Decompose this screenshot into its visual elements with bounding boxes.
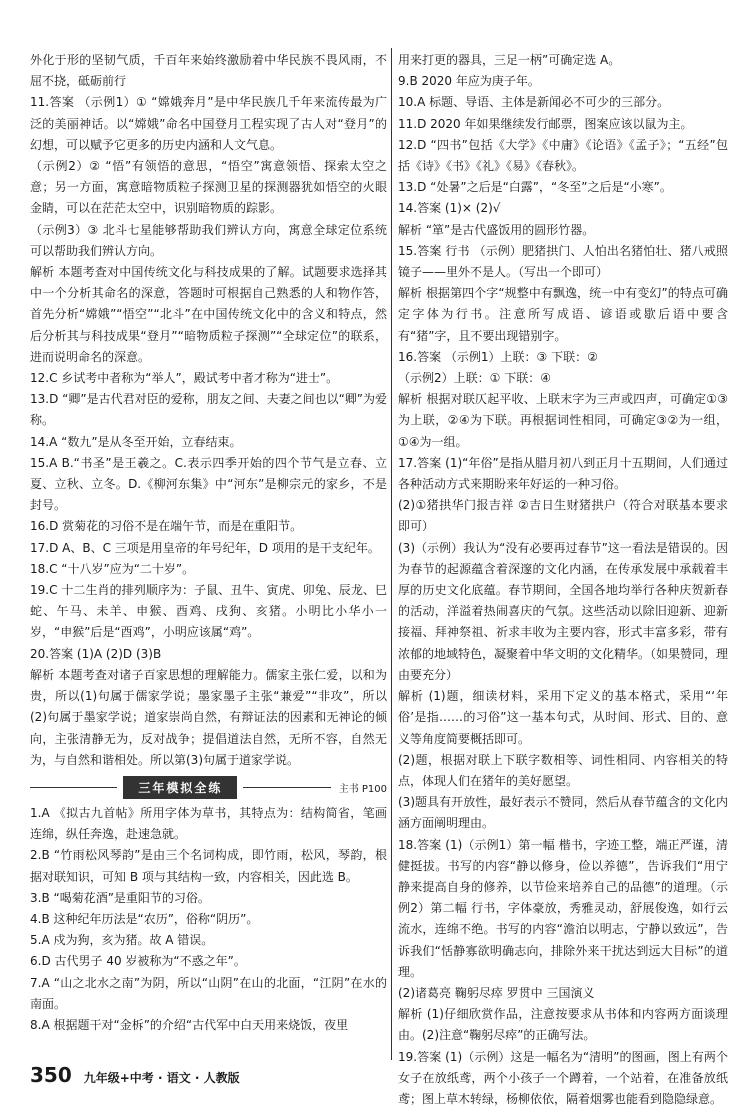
answer-paragraph: (2)诸葛亮 鞠躬尽瘁 罗贯中 三国演义 xyxy=(398,985,595,1000)
answer-paragraph: 14.A “数九”是从冬至开始，立春结束。 xyxy=(30,434,242,449)
answer-paragraph: 9.B 2020 年应为庚子年。 xyxy=(398,74,540,89)
answer-paragraph: 13.D “处暑”之后是“白露”，“冬至”之后是“小寒”。 xyxy=(398,180,672,195)
analysis-paragraph: 解析 根据对联仄起平收、上联末字为三声或四声，可确定①③为上联，②④为下联。再根据词性相同，可确定③②为一组，①④为一组。 xyxy=(398,392,728,449)
analysis-paragraph: 解析 (1)仔细欣赏作品，注意按要求从书体和内容两方面谈理由。(2)注意“鞠躬尽瘁”的正确写法。 xyxy=(398,1007,728,1043)
answer-paragraph: 外化于形的坚韧气质，千百年来始终激励着中华民族不畏风雨，不屈不挠，砥砺前行 xyxy=(30,53,387,89)
answer-paragraph: 用来打更的器具，三足一柄”可确定选 A。 xyxy=(398,53,621,67)
section-title: 三年模拟全练 xyxy=(123,776,237,799)
analysis-paragraph: 解析 本题考查对诸子百家思想的理解能力。儒家主张仁爱，以和为贵，所以(1)句属于儒家学说；墨家墨子主张“兼爱”“非攻”，所以(2)句属于墨家学说；道家崇尚自然，有辩证法的因素和无神论的倾向，主张清静无为，反对战争；提倡道法自然，无所不容，自然无为，与自然和谐相处。所以第(3)句属于道家学说。 xyxy=(30,667,387,767)
answer-paragraph: 6.D 古代男子 40 岁被称为“不惑之年”。 xyxy=(30,954,246,969)
answer-paragraph: 11.答案 （示例1）① “嫦娥奔月”是中华民族几千年来流传最为广泛的美丽神话。以“嫦娥”命名中国登月工程实现了古人对“登月”的幻想，可以赋予它更多的历史内涵和人文气息。 xyxy=(30,95,387,152)
analysis-paragraph: (3)题具有开放性，最好表示不赞同，然后从春节蕴含的文化内涵方面阐明理由。 xyxy=(398,795,728,831)
answer-paragraph: 5.A 戍为狗，亥为猪。故 A 错误。 xyxy=(30,933,214,948)
answer-paragraph: 19.答案 (1)（示例）这是一幅名为“清明”的图画，图上有两个女子在放纸鸢，两个小孩子一个蹲着，一个站着，在准备放纸鸢；图上草木转绿，杨柳依依，隔着烟雾也能看到隐隐绿意。 xyxy=(398,1049,728,1106)
answer-paragraph: （示例2）上联：① 下联：④ xyxy=(398,371,551,386)
answer-paragraph: 8.A 根据题干对“金柝”的介绍“古代军中白天用来烧饭，夜里 xyxy=(30,1017,349,1032)
answer-paragraph: 12.D “四书”包括《大学》《中庸》《论语》《孟子》；“五经”包括《诗》《书》《礼》《易》《春秋》。 xyxy=(398,137,728,174)
section-banner xyxy=(30,777,387,799)
answer-paragraph: 1.A 《拟古九首帖》所用字体为草书，其特点为：结构简省，笔画连绵，纵任奔逸，赴速急就。 xyxy=(30,805,387,842)
answer-paragraph: （示例3）③ 北斗七星能够帮助我们辨认方向，寓意全球定位系统可以帮助我们辨认方向。 xyxy=(30,222,387,258)
answer-paragraph: 10.A 标题、导语、主体是新闻必不可少的三部分。 xyxy=(398,95,670,110)
answer-paragraph: （示例2）② “悟”有领悟的意思，“悟空”寓意领悟、探索太空之意；另一方面，寓意暗物质粒子探测卫星的探测器犹如悟空的火眼金睛，可以在茫茫太空中，识别暗物质的踪影。 xyxy=(30,159,387,216)
answer-paragraph: 3.B “喝菊花酒”是重阳节的习俗。 xyxy=(30,890,210,905)
answer-paragraph: 16.D 赏菊花的习俗不是在端午节，而是在重阳节。 xyxy=(30,519,303,534)
banner-rule xyxy=(243,787,330,788)
answer-paragraph: 11.D 2020 年如果继续发行邮票，图案应该以鼠为主。 xyxy=(398,116,693,131)
answer-paragraph: (2)①猪拱华门报吉祥 ②吉日生财猪拱户（符合对联基本要求即可） xyxy=(398,498,728,534)
answer-paragraph: 17.答案 (1)“年俗”是指从腊月初八到正月十五期间，人们通过各种活动方式来期盼来年好运的一种习俗。 xyxy=(398,455,728,492)
answer-paragraph: 14.答案 (1)× (2)√ xyxy=(398,201,501,216)
page-number: 350 xyxy=(30,1063,72,1087)
answer-paragraph: 13.D “卿”是古代君对臣的爱称，朋友之间、夫妻之间也以“卿”为爱称。 xyxy=(30,392,388,428)
column-divider xyxy=(391,48,392,1060)
answer-paragraph: 17.D A、B、C 三项是用皇帝的年号纪年，D 项用的是干支纪年。 xyxy=(30,540,380,555)
analysis-paragraph: 解析 根据第四个字“规整中有飘逸，统一中有变幻”的特点可确定字体为行书。注意所写成语、谚语或歇后语中要含有“猪”字，且不要出现错别字。 xyxy=(398,286,728,343)
answer-paragraph: 15.A B.“书圣”是王羲之。C.表示四季开始的四个节气是立春、立夏、立秋、立冬。D.《柳河东集》中“河东”是柳宗元的家乡，不是封号。 xyxy=(30,455,387,513)
left-column xyxy=(30,50,387,1036)
answer-paragraph: 4.B 这种纪年历法是“农历”，俗称“阴历”。 xyxy=(30,911,259,926)
answer-paragraph: 18.答案 (1)（示例1）第一幅 楷书，字迹工整，端正严谨，清健挺拔。书写的内容“静以修身，俭以养德”，告诉我们“用宁静来提高自身的修养，以节俭来培养自己的品德”的道理。（示例2）第二幅 行书，字体豪放，秀雅灵动，舒展俊逸，如行云流水，连绵不绝。书写的内容“澹泊以明志，宁静以致远”，告诉我们“恬静寡欲明确志向，排除外来干扰达到远大目标”的道理。 xyxy=(398,837,728,979)
answer-paragraph: 7.A “山之北水之南”为阴，所以“山阴”在山的北面，“江阴”在水的南面。 xyxy=(30,975,387,1011)
answer-paragraph: 16.答案 （示例1）上联：③ 下联：② xyxy=(398,349,598,364)
analysis-paragraph: 解析 “箪”是古代盛饭用的圆形竹器。 xyxy=(398,222,595,237)
answer-paragraph: 15.答案 行书 （示例）肥猪拱门、人怕出名猪怕壮、猪八戒照镜子——里外不是人。（写出一个即可） xyxy=(398,243,728,280)
answer-paragraph: 12.C 乡试考中者称为“举人”，殿试考中者才称为“进士”。 xyxy=(30,371,339,386)
answer-paragraph: 20.答案 (1)A (2)D (3)B xyxy=(30,646,162,661)
answer-paragraph: 18.C “十八岁”应为“二十岁”。 xyxy=(30,561,195,576)
banner-rule xyxy=(30,787,117,788)
right-column xyxy=(398,50,728,1110)
section-page-ref: 主书 P100 xyxy=(338,784,387,796)
answer-paragraph: 19.C 十二生肖的排列顺序为：子鼠、丑牛、寅虎、卯兔、辰龙、巳蛇、午马、未羊、申猴、酉鸡、戌狗、亥猪。小明比小华小一岁，“申猴”后是“酉鸡”，小明应该属“鸡”。 xyxy=(30,583,387,640)
answer-paragraph: (3)（示例）我认为“没有必要再过春节”这一看法是错误的。因为春节的起源蕴含着深邃的文化内涵，在传承发展中承载着丰厚的历史文化底蕴。春节期间，全国各地均举行各种庆贺新春的活动，洋溢着热闹喜庆的气氛。这些活动以除旧迎新、迎新接福、拜神祭祖、祈求丰收为主要内容，形式丰富多彩，带有浓郁的地域特色，凝聚着中华文明的文化精华。（如果赞同，理由要充分） xyxy=(398,540,729,682)
analysis-paragraph: 解析 本题考查对中国传统文化与科技成果的了解。试题要求选择其中一个分析其命名的深意，答题时可根据自己熟悉的人和物作答，首先分析“嫦娥”“悟空”“北斗”在中国传统文化中的含义和特点，然后分析其与科技成果“登月”“暗物质粒子探测”“全球定位”的联系，进而说明命名的深意。 xyxy=(30,265,387,364)
page-footer xyxy=(30,1063,240,1087)
analysis-paragraph: 解析 (1)题，细读材料，采用下定义的基本格式，采用“‘年俗’是指……的习俗”这一基本句式，从时间、形式、目的、意义等角度简要概括即可。 xyxy=(398,689,728,746)
answer-paragraph: 2.B “竹雨松风琴韵”是由三个名词构成，即竹雨，松风，琴韵，根据对联知识，可知 B 项与其结构一致，内容相关，因此选 B。 xyxy=(30,848,387,884)
analysis-paragraph: (2)题，根据对联上下联字数相等、词性相同、内容相关的特点，体现人们在猪年的美好愿望。 xyxy=(398,752,728,788)
book-info: 九年级+中考 · 语文 · 人教版 xyxy=(83,1071,240,1085)
